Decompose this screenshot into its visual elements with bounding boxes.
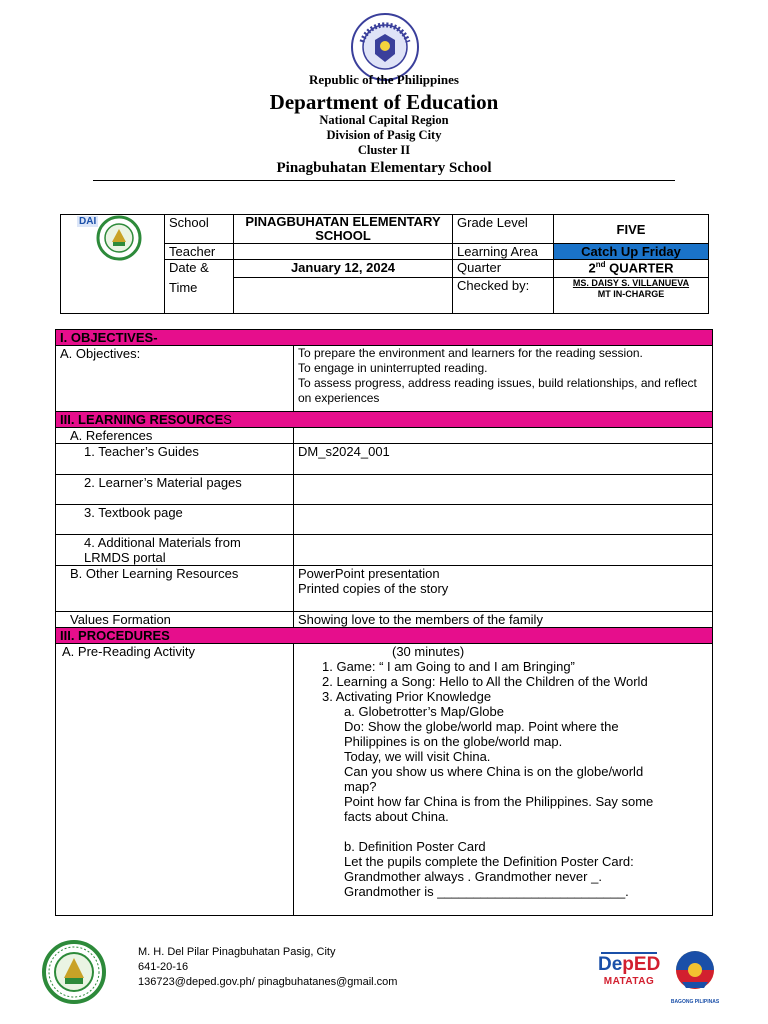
checked-label: Checked by: (453, 278, 554, 314)
objective-item: To assess progress, address reading issues, build relationships, and reflect on experiences (298, 376, 697, 405)
globe-block: Do: Show the globe/world map. Point where the Philippines is on the globe/world map. Today, we will visit China. Can you show us where China is on the globe/world map? Point how far China is from the Philippines. Say some facts about China. (344, 719, 654, 824)
time-value (234, 278, 453, 314)
resources-heading: III. LEARNING RESOURCES (56, 412, 713, 428)
pre-reading-label: A. Pre-Reading Activity (56, 644, 294, 916)
learner-material-label: 2. Learner’s Material pages (56, 475, 294, 505)
date-value: January 12, 2024 (234, 260, 453, 278)
lesson-info-table (60, 214, 709, 314)
teacher-value (234, 244, 453, 260)
department-title: Department of Education (269, 90, 499, 114)
area-value: Catch Up Friday (554, 244, 709, 260)
school-value: PINAGBUHATAN ELEMENTARY SCHOOL (234, 215, 453, 244)
additional-materials-label: 4. Additional Materials from LRMDS portal (56, 535, 294, 566)
values-formation-label: Values Formation (56, 612, 294, 628)
bagong-pilipinas-logo-icon: BAGONG PILIPINAS (668, 948, 722, 1004)
objectives-label: A. Objectives: (56, 346, 294, 412)
area-label: Learning Area (453, 244, 554, 260)
poster-title: b. Definition Poster Card (344, 839, 486, 854)
corner-label: DAI (79, 216, 97, 227)
footer-school-logo-icon (42, 940, 106, 1004)
grade-label: Grade Level (453, 215, 554, 244)
learner-material-value (294, 475, 713, 505)
objectives-heading: I. OBJECTIVES- (56, 330, 713, 346)
teacher-guides-label: 1. Teacher’s Guides (56, 444, 294, 475)
time-label: Time (165, 278, 234, 314)
other-resources-value: PowerPoint presentation Printed copies of the story (294, 566, 713, 612)
checked-name: MS. DAISY S. VILLANUEVA (572, 278, 690, 288)
references-value (294, 428, 713, 444)
republic-line: Republic of the Philippines (309, 72, 459, 87)
date-label: Date & (165, 260, 234, 278)
duration: (30 minutes) (392, 644, 465, 659)
objectives-list (294, 346, 713, 412)
school-logo-icon (96, 215, 142, 261)
objective-item: To prepare the environment and learners for the reading session. (298, 346, 643, 360)
textbook-value (294, 505, 713, 535)
header-divider (93, 180, 675, 181)
cluster-line: Cluster II (357, 143, 411, 157)
values-formation-value: Showing love to the members of the family (294, 612, 713, 628)
teacher-guides-value: DM_s2024_001 (294, 444, 713, 475)
quarter-value: 2nd QUARTER (554, 260, 709, 278)
school-title: Pinagbuhatan Elementary School (276, 160, 492, 176)
region-block (0, 113, 768, 158)
footer-phone: 641-20-16 (138, 961, 189, 973)
other-resources-label: B. Other Learning Resources (56, 566, 294, 612)
footer-address: M. H. Del Pilar Pinagbuhatan Pasig, City (138, 946, 336, 958)
lesson-plan-table (55, 329, 713, 916)
additional-materials-value (294, 535, 713, 566)
procedures-heading: III. PROCEDURES (56, 628, 713, 644)
song-item: 2. Learning a Song: Hello to All the Children of the World (322, 674, 648, 689)
school-label: School (165, 215, 234, 244)
objective-item: To engage in uninterrupted reading. (298, 361, 488, 375)
pre-reading-content (294, 644, 713, 916)
region-line: National Capital Region (319, 113, 449, 127)
game-item: 1. Game: “ I am Going to and I am Bringing” (322, 659, 575, 674)
division-line: Division of Pasig City (326, 128, 442, 142)
poster-block: Let the pupils complete the Definition Poster Card: Grandmother always . Grandmother never _. Grandmother is __________________________. (344, 854, 634, 899)
globe-title: a. Globetrotter’s Map/Globe (344, 704, 504, 719)
grade-value: FIVE (554, 215, 709, 244)
checked-value (554, 278, 709, 314)
checked-role: MT IN-CHARGE (597, 289, 665, 299)
quarter-label: Quarter (453, 260, 554, 278)
footer-contact (138, 945, 397, 990)
footer-email: 136723@deped.gov.ph/ pinagbuhatanes@gmail.com (138, 976, 398, 988)
school-logo-cell (61, 215, 165, 314)
teacher-label: Teacher (165, 244, 234, 260)
prior-knowledge-item: 3. Activating Prior Knowledge (322, 689, 492, 704)
textbook-label: 3. Textbook page (56, 505, 294, 535)
references-label: A. References (56, 428, 294, 444)
deped-matatag-logo-icon: DepED MATATAG (598, 954, 661, 987)
